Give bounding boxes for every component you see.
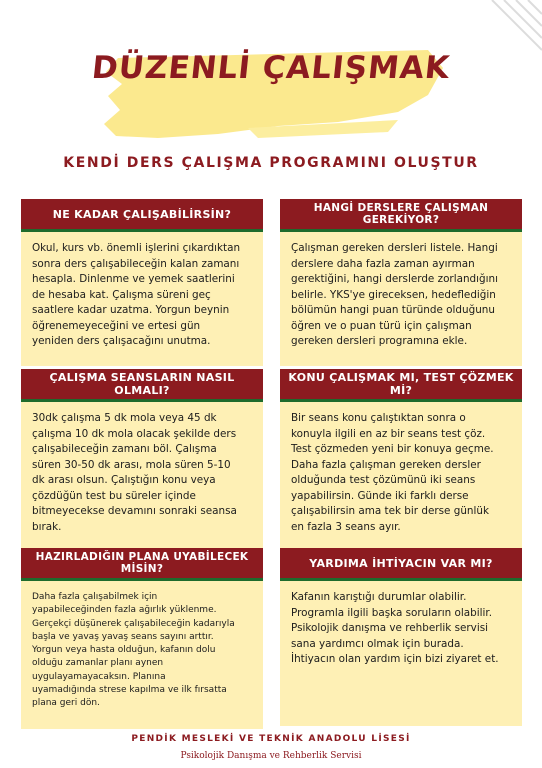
card-study-sessions (21, 369, 263, 549)
card-title: ÇALIŞMA SEANSLARIN NASIL OLMALI? (21, 369, 263, 402)
page-title: DÜZENLİ ÇALIŞMAK (90, 50, 452, 86)
card-which-courses (280, 199, 522, 366)
card-title: HANGİ DERSLERE ÇALIŞMAN GEREKİYOR? (280, 199, 522, 232)
card-body: Okul, kurs vb. önemli işlerini çıkardıktan sonra ders çalışabileceğin kalan zamanı hesapla. Dinlenme ve yemek saatlerini de hesaba kat. Çalışma süreni geç saatlere kadar uzatma. Yorgun beynin öğrenemeyeceğini ve ertesi gün yeniden ders çalışacağını unutma. (21, 232, 263, 366)
card-stick-to-plan (21, 548, 263, 729)
card-title: KONU ÇALIŞMAK MI, TEST ÇÖZMEK Mİ? (280, 369, 522, 402)
card-how-much-study (21, 199, 263, 366)
card-body: Çalışman gereken dersleri listele. Hangi derslere daha fazla zaman ayırman gerektiğini, hangi derslerde zorlandığını belirle. YKS'ye gireceksen, hedeflediğin bölümün hangi puan türünde olduğunu öğren ve o puan türü için çalışman gereken dersleri programına ekle. (280, 232, 522, 366)
card-title: YARDIMA İHTİYACIN VAR MI? (280, 548, 522, 581)
card-title: NE KADAR ÇALIŞABİLİRSİN? (21, 199, 263, 232)
card-body: Bir seans konu çalıştıktan sonra o konuyla ilgili en az bir seans test çöz. Test çözmeden yeni bir konuya geçme. Daha fazla çalışman gereken dersler olduğunda test çözümünü iki seans yapabilirsin. Günde iki farklı derse çalışabilirsin ama tek bir derse günlük en fazla 3 seans ayır. (280, 402, 522, 549)
footer-school-name: PENDİK MESLEKİ VE TEKNİK ANADOLU LİSESİ (131, 734, 411, 744)
card-topic-or-test (280, 369, 522, 549)
card-body: Kafanın karıştığı durumlar olabilir. Programla ilgili başka soruların olabilir. Psikolojik danışma ve rehberlik servisi sana yardımcı olmak için burada. İhtiyacın olan yardım için bizi ziyaret et. (280, 581, 522, 726)
card-title: HAZIRLADIĞIN PLANA UYABİLECEK MİSİN? (21, 548, 263, 581)
card-need-help (280, 548, 522, 726)
card-body: 30dk çalışma 5 dk mola veya 45 dk çalışma 10 dk mola olacak şekilde ders çalışabileceğin zamanı böl. Çalışma süren 30-50 dk arası, mola süren 5-10 dk arası olsun. Çalıştığın konu veya çözdüğün test bu süreler içinde bitmeyecekse devamını sonraki seansa bırak. (21, 402, 263, 549)
page-subtitle: KENDİ DERS ÇALIŞMA PROGRAMINI OLUŞTUR (63, 155, 479, 171)
card-body: Daha fazla çalışabilmek için yapabileceğinden fazla ağırlık yüklenme. Gerçekçi düşünerek çalışabileceğin kadarıyla başla ve yavaş yavaş seans sayını arttır. Yorgun veya hasta olduğun, kafanın dolu olduğu zamanlar planı aynen uygulayamayacaksın. Planına uyamadığında strese kapılma ve ilk fırsatta plana geri dön. (21, 581, 263, 729)
footer-service-name: Psikolojik Danışma ve Rehberlik Servisi (180, 751, 362, 761)
